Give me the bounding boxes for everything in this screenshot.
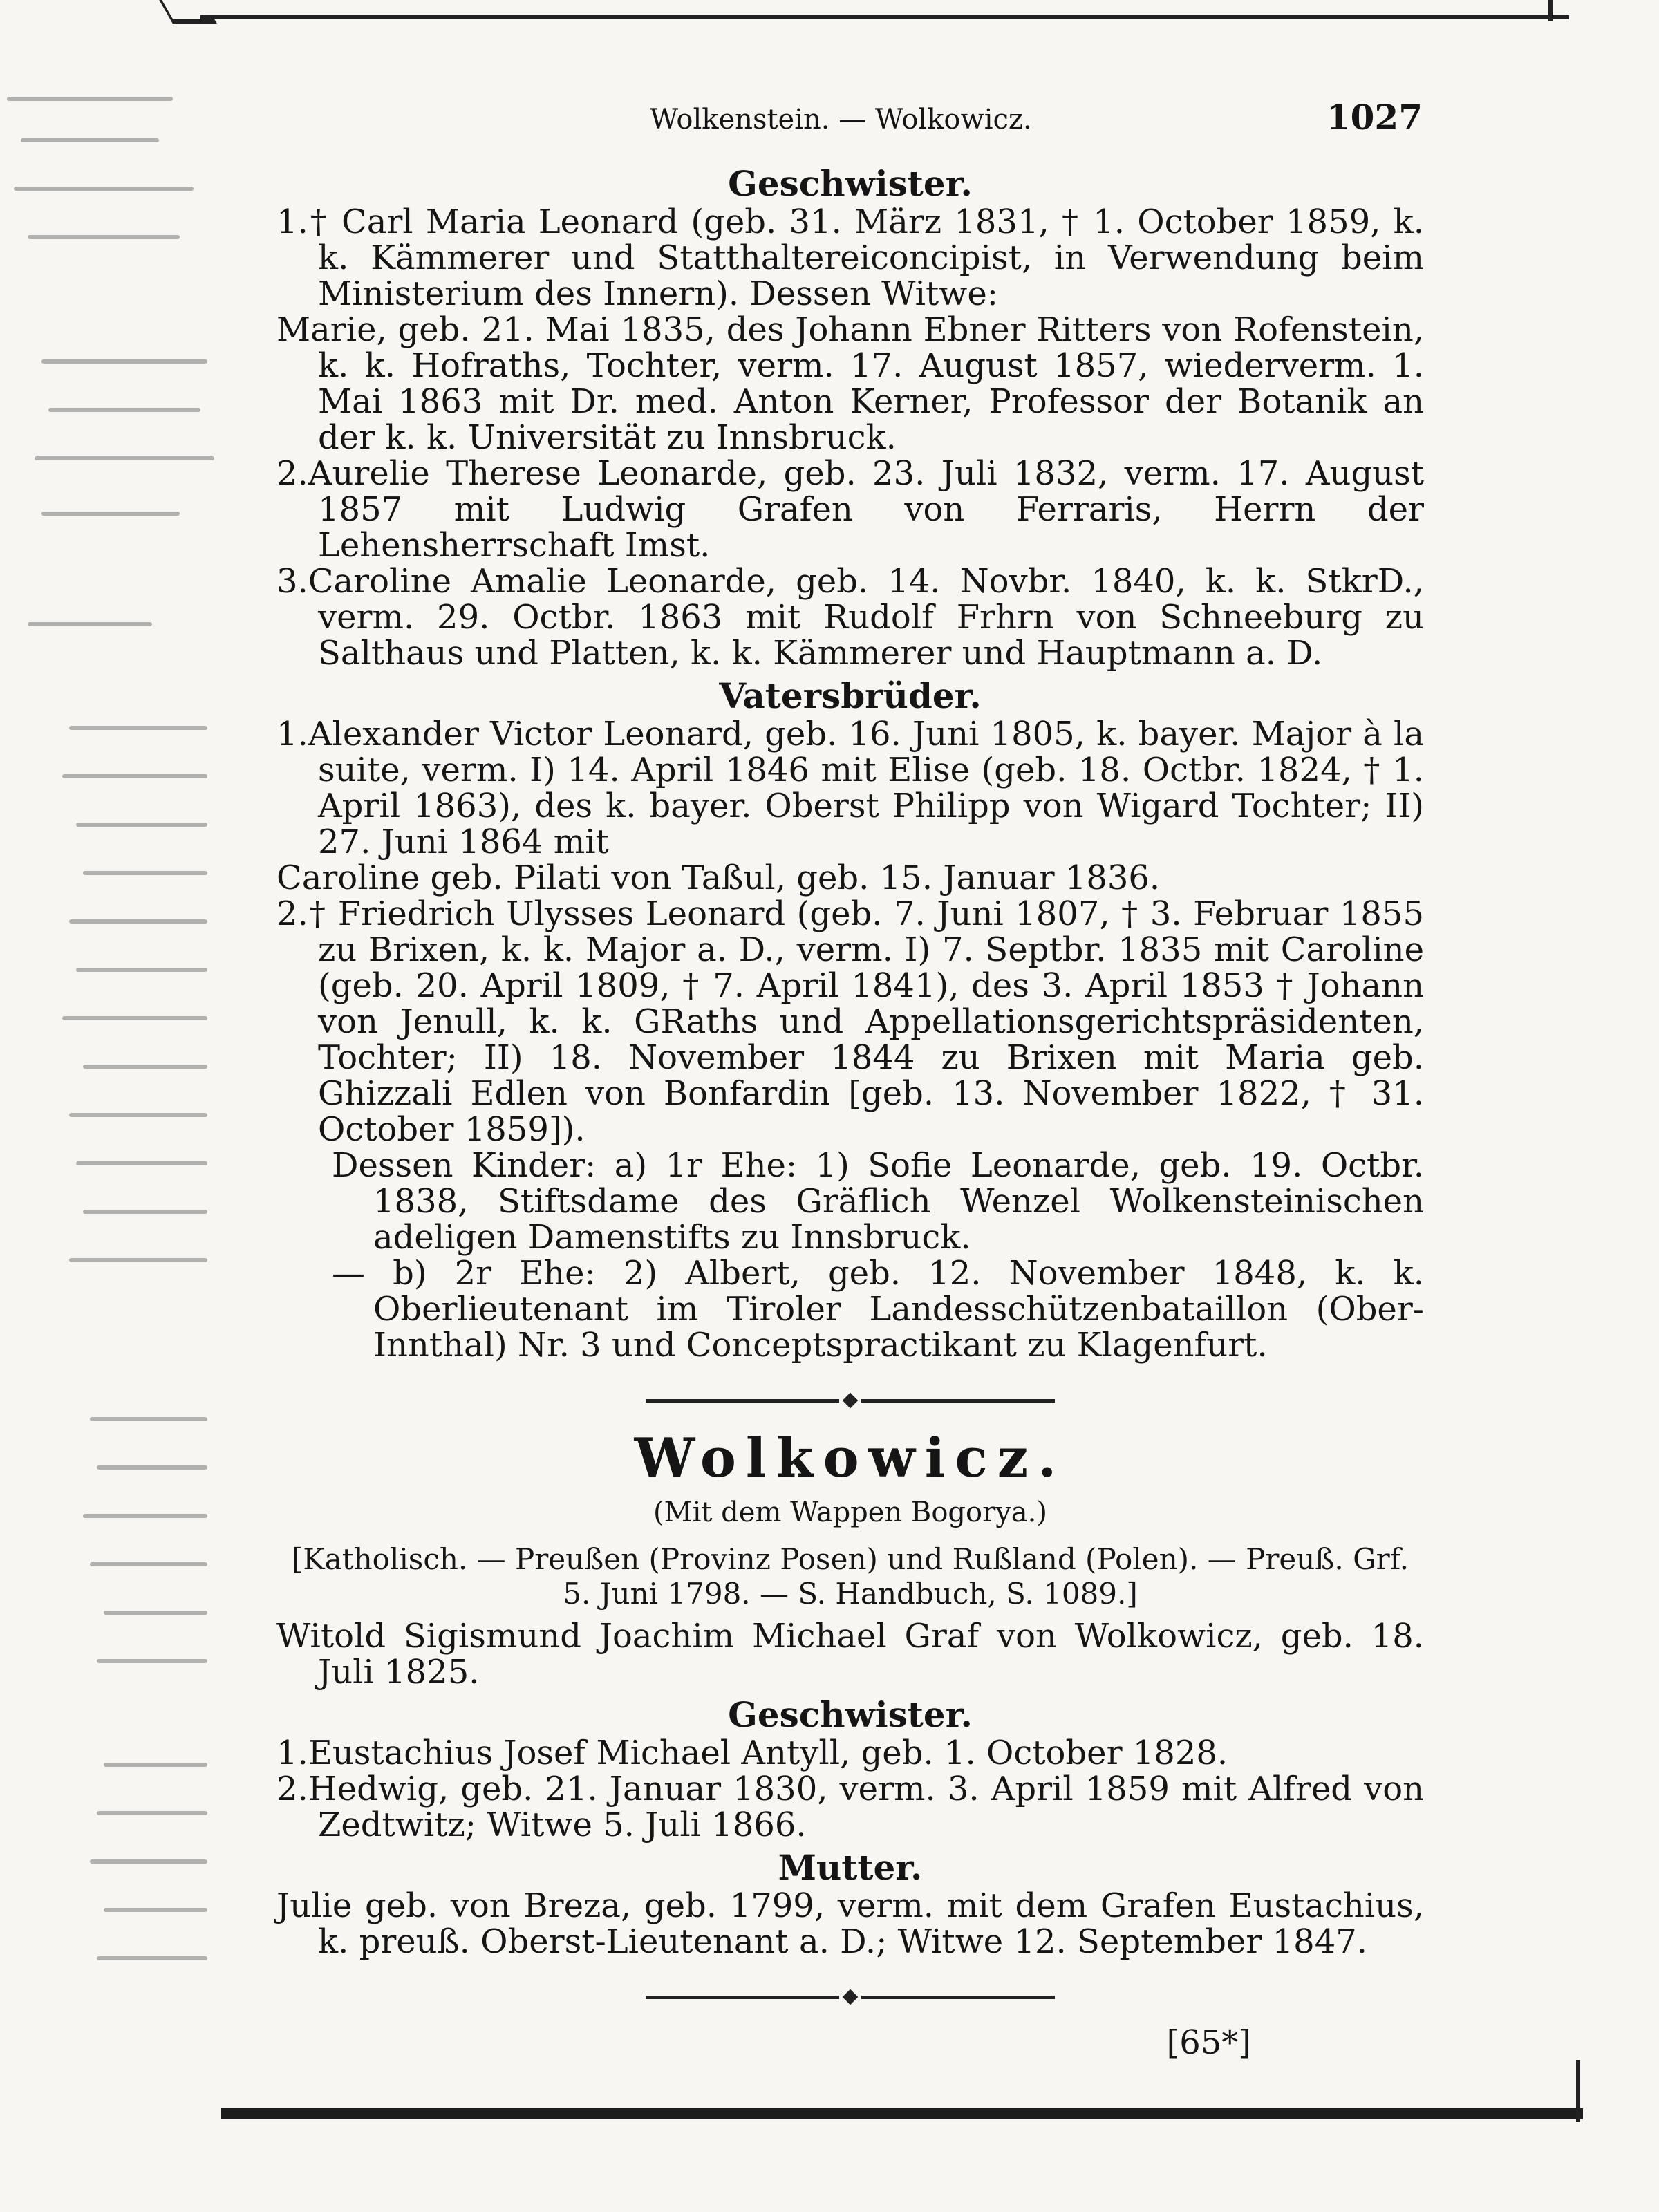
- children-first-marriage: Dessen Kinder: a) 1r Ehe: 1) Sofie Leonarde, geb. 19. Octbr. 1838, Stiftsdame des Gräflich Wenzel Wolkensteinischen adeligen Damenstifts zu Innsbruck.: [332, 1146, 1424, 1257]
- uncle-entry: 1.Alexander Victor Leonard, geb. 16. Juni 1805, k. bayer. Major à la suite, verm. I) 14. April 1846 mit Elise (geb. 18. Octbr. 1824, † 1. April 1863), des k. bayer. Oberst Philipp von Wigard Tochter; II) 27. Juni 1864 mit: [276, 715, 1424, 861]
- top-frame-edge: [1548, 0, 1553, 21]
- running-title: Wolkenstein. — Wolkowicz.: [650, 104, 1032, 135]
- page-header: [276, 97, 1424, 159]
- spouse-entry: Caroline geb. Pilati von Taßul, geb. 15. Januar 1836.: [276, 859, 1161, 897]
- sibling-entry: 2.Aurelie Therese Leonarde, geb. 23. Juli 1832, verm. 17. August 1857 mit Ludwig Grafen von Ferraris, Herrn der Lehensherrschaft Imst.: [276, 454, 1424, 565]
- bottom-frame-rule: [221, 2108, 1583, 2119]
- section-heading-siblings: Geschwister.: [728, 163, 973, 204]
- signature-mark: [65*]: [1166, 2023, 1251, 2062]
- sibling-entry: 1.Eustachius Josef Michael Antyll, geb. 1. October 1828.: [276, 1734, 1228, 1772]
- page-number: 1027: [1326, 97, 1423, 138]
- top-frame-rule: [200, 15, 1569, 19]
- bottom-frame-edge: [1576, 2060, 1580, 2122]
- section-heading-uncles: Vatersbrüder.: [719, 675, 982, 716]
- section-ornament: [276, 1391, 1424, 1406]
- family-title: Wolkowicz.: [634, 1427, 1067, 1490]
- coat-of-arms-note: (Mit dem Wappen Bogorya.): [653, 1497, 1047, 1528]
- uncle-entry: 2.† Friedrich Ulysses Leonard (geb. 7. Juni 1807, † 3. Februar 1855 zu Brixen, k. k. Major a. D., verm. I) 7. Septbr. 1835 mit Caroline (geb. 20. April 1809, † 7. April 1841), des 3. April 1853 † Johann von Jenull, k. k. GRaths und Appellationsgerichtspräsidenten, Tochter; II) 18. November 1844 zu Brixen mit Maria geb. Ghizzali Edlen von Bonfardin [geb. 13. November 1822, † 31. October 1859]).: [276, 894, 1424, 1149]
- facing-page-bleed: [0, 69, 228, 2074]
- mother-entry: Julie geb. von Breza, geb. 1799, verm. mit dem Grafen Eustachius, k. preuß. Oberst-Lieutenant a. D.; Witwe 12. September 1847.: [276, 1886, 1424, 1961]
- family-headnote: [Katholisch. — Preußen (Provinz Posen) und Rußland (Polen). — Preuß. Grf. 5. Juni 1798. — S. Handbuch, S. 1089.]: [291, 1542, 1409, 1611]
- section-heading-siblings: Geschwister.: [728, 1694, 973, 1735]
- section-heading-mother: Mutter.: [778, 1847, 923, 1888]
- page-content: [276, 97, 1424, 2062]
- sibling-entry: 3.Caroline Amalie Leonarde, geb. 14. Novbr. 1840, k. k. StkrD., verm. 29. Octbr. 1863 mit Rudolf Frhrn von Schneeburg zu Salthaus und Platten, k. k. Kämmerer und Hauptmann a. D.: [276, 562, 1424, 673]
- widow-entry: Marie, geb. 21. Mai 1835, des Johann Ebner Ritters von Rofenstein, k. k. Hofraths, Tochter, verm. 17. August 1857, wiederverm. 1. Mai 1863 mit Dr. med. Anton Kerner, Professor der Botanik an der k. k. Universität zu Innsbruck.: [276, 310, 1424, 457]
- sibling-entry: 1.† Carl Maria Leonard (geb. 31. März 1831, † 1. October 1859, k. k. Kämmerer und Statthaltereiconcipist, in Verwendung beim Ministerium des Innern). Dessen Witwe:: [276, 203, 1424, 313]
- top-frame-corner: [159, 0, 217, 24]
- sibling-entry: 2.Hedwig, geb. 21. Januar 1830, verm. 3. April 1859 mit Alfred von Zedtwitz; Witwe 5. Juli 1866.: [276, 1770, 1424, 1844]
- children-second-marriage: — b) 2r Ehe: 2) Albert, geb. 12. November 1848, k. k. Oberlieutenant im Tiroler Landesschützenbataillon (Ober-Innthal) Nr. 3 und Conceptspractikant zu Klagenfurt.: [332, 1254, 1424, 1365]
- head-of-family: Witold Sigismund Joachim Michael Graf von Wolkowicz, geb. 18. Juli 1825.: [276, 1617, 1424, 1691]
- section-ornament: [276, 1987, 1424, 2003]
